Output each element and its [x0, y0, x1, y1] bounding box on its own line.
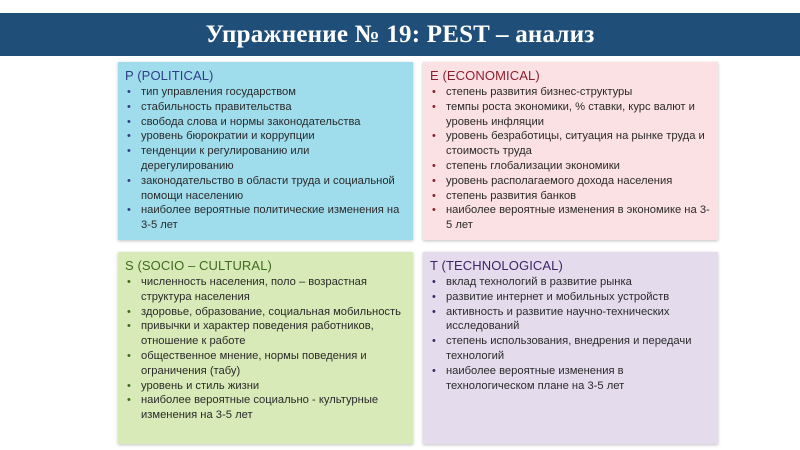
list-item: • вклад технологий в развитие рынка [430, 275, 710, 290]
page-title: Упражнение № 19: PEST – анализ [205, 20, 595, 48]
list-item: • здоровье, образование, социальная мобильность [125, 305, 405, 320]
title-bar [0, 13, 800, 56]
list-item: • общественное мнение, нормы поведения и ограничения (табу) [125, 349, 405, 379]
economical-list [430, 85, 710, 233]
list-item: • активность и развитие научно-технических исследований [430, 305, 710, 335]
list-item: • тип управления государством [125, 85, 405, 100]
list-item: • привычки и характер поведения работников, отношение к работе [125, 319, 405, 349]
pest-grid [118, 62, 718, 444]
list-item: • наиболее вероятные изменения в технологическом плане на 3-5 лет [430, 364, 710, 394]
socio-cultural-title: S (SOCIO – CULTURAL) [125, 258, 272, 273]
list-item: • темпы роста экономики, % ставки, курс валют и уровень инфляции [430, 100, 710, 130]
list-item: • уровень бюрократии и коррупции [125, 129, 405, 144]
list-item: • наиболее вероятные социально - культурные изменения на 3-5 лет [125, 393, 405, 423]
list-item: • степень глобализации экономики [430, 159, 710, 174]
list-item: • развитие интернет и мобильных устройств [430, 290, 710, 305]
list-item: • степень развития банков [430, 189, 710, 204]
list-item: • степень использования, внедрения и передачи технологий [430, 334, 710, 364]
list-item: • законодательство в области труда и социальной помощи населению [125, 174, 405, 204]
list-item: • численность населения, поло – возрастная структура населения [125, 275, 405, 305]
technological-card [423, 252, 718, 444]
technological-title: T (TECHNOLOGICAL) [430, 258, 563, 273]
list-item: • тенденции к регулированию или дерегулированию [125, 144, 405, 174]
list-item: • уровень располагаемого дохода населения [430, 174, 710, 189]
economical-title: E (ECONOMICAL) [430, 68, 540, 83]
list-item: • стабильность правительства [125, 100, 405, 115]
technological-list [430, 275, 710, 393]
list-item: • уровень и стиль жизни [125, 379, 405, 394]
list-item: • свобода слова и нормы законодательства [125, 115, 405, 130]
socio-cultural-card [118, 252, 413, 444]
political-list [125, 85, 405, 233]
list-item: • наиболее вероятные политические изменения на 3-5 лет [125, 203, 405, 233]
economical-card [423, 62, 718, 240]
political-title: P (POLITICAL) [125, 68, 214, 83]
list-item: • наиболее вероятные изменения в экономике на 3-5 лет [430, 203, 710, 233]
socio-cultural-list [125, 275, 405, 423]
political-card [118, 62, 413, 240]
list-item: • степень развития бизнес-структуры [430, 85, 710, 100]
list-item: • уровень безработицы, ситуация на рынке труда и стоимость труда [430, 129, 710, 159]
